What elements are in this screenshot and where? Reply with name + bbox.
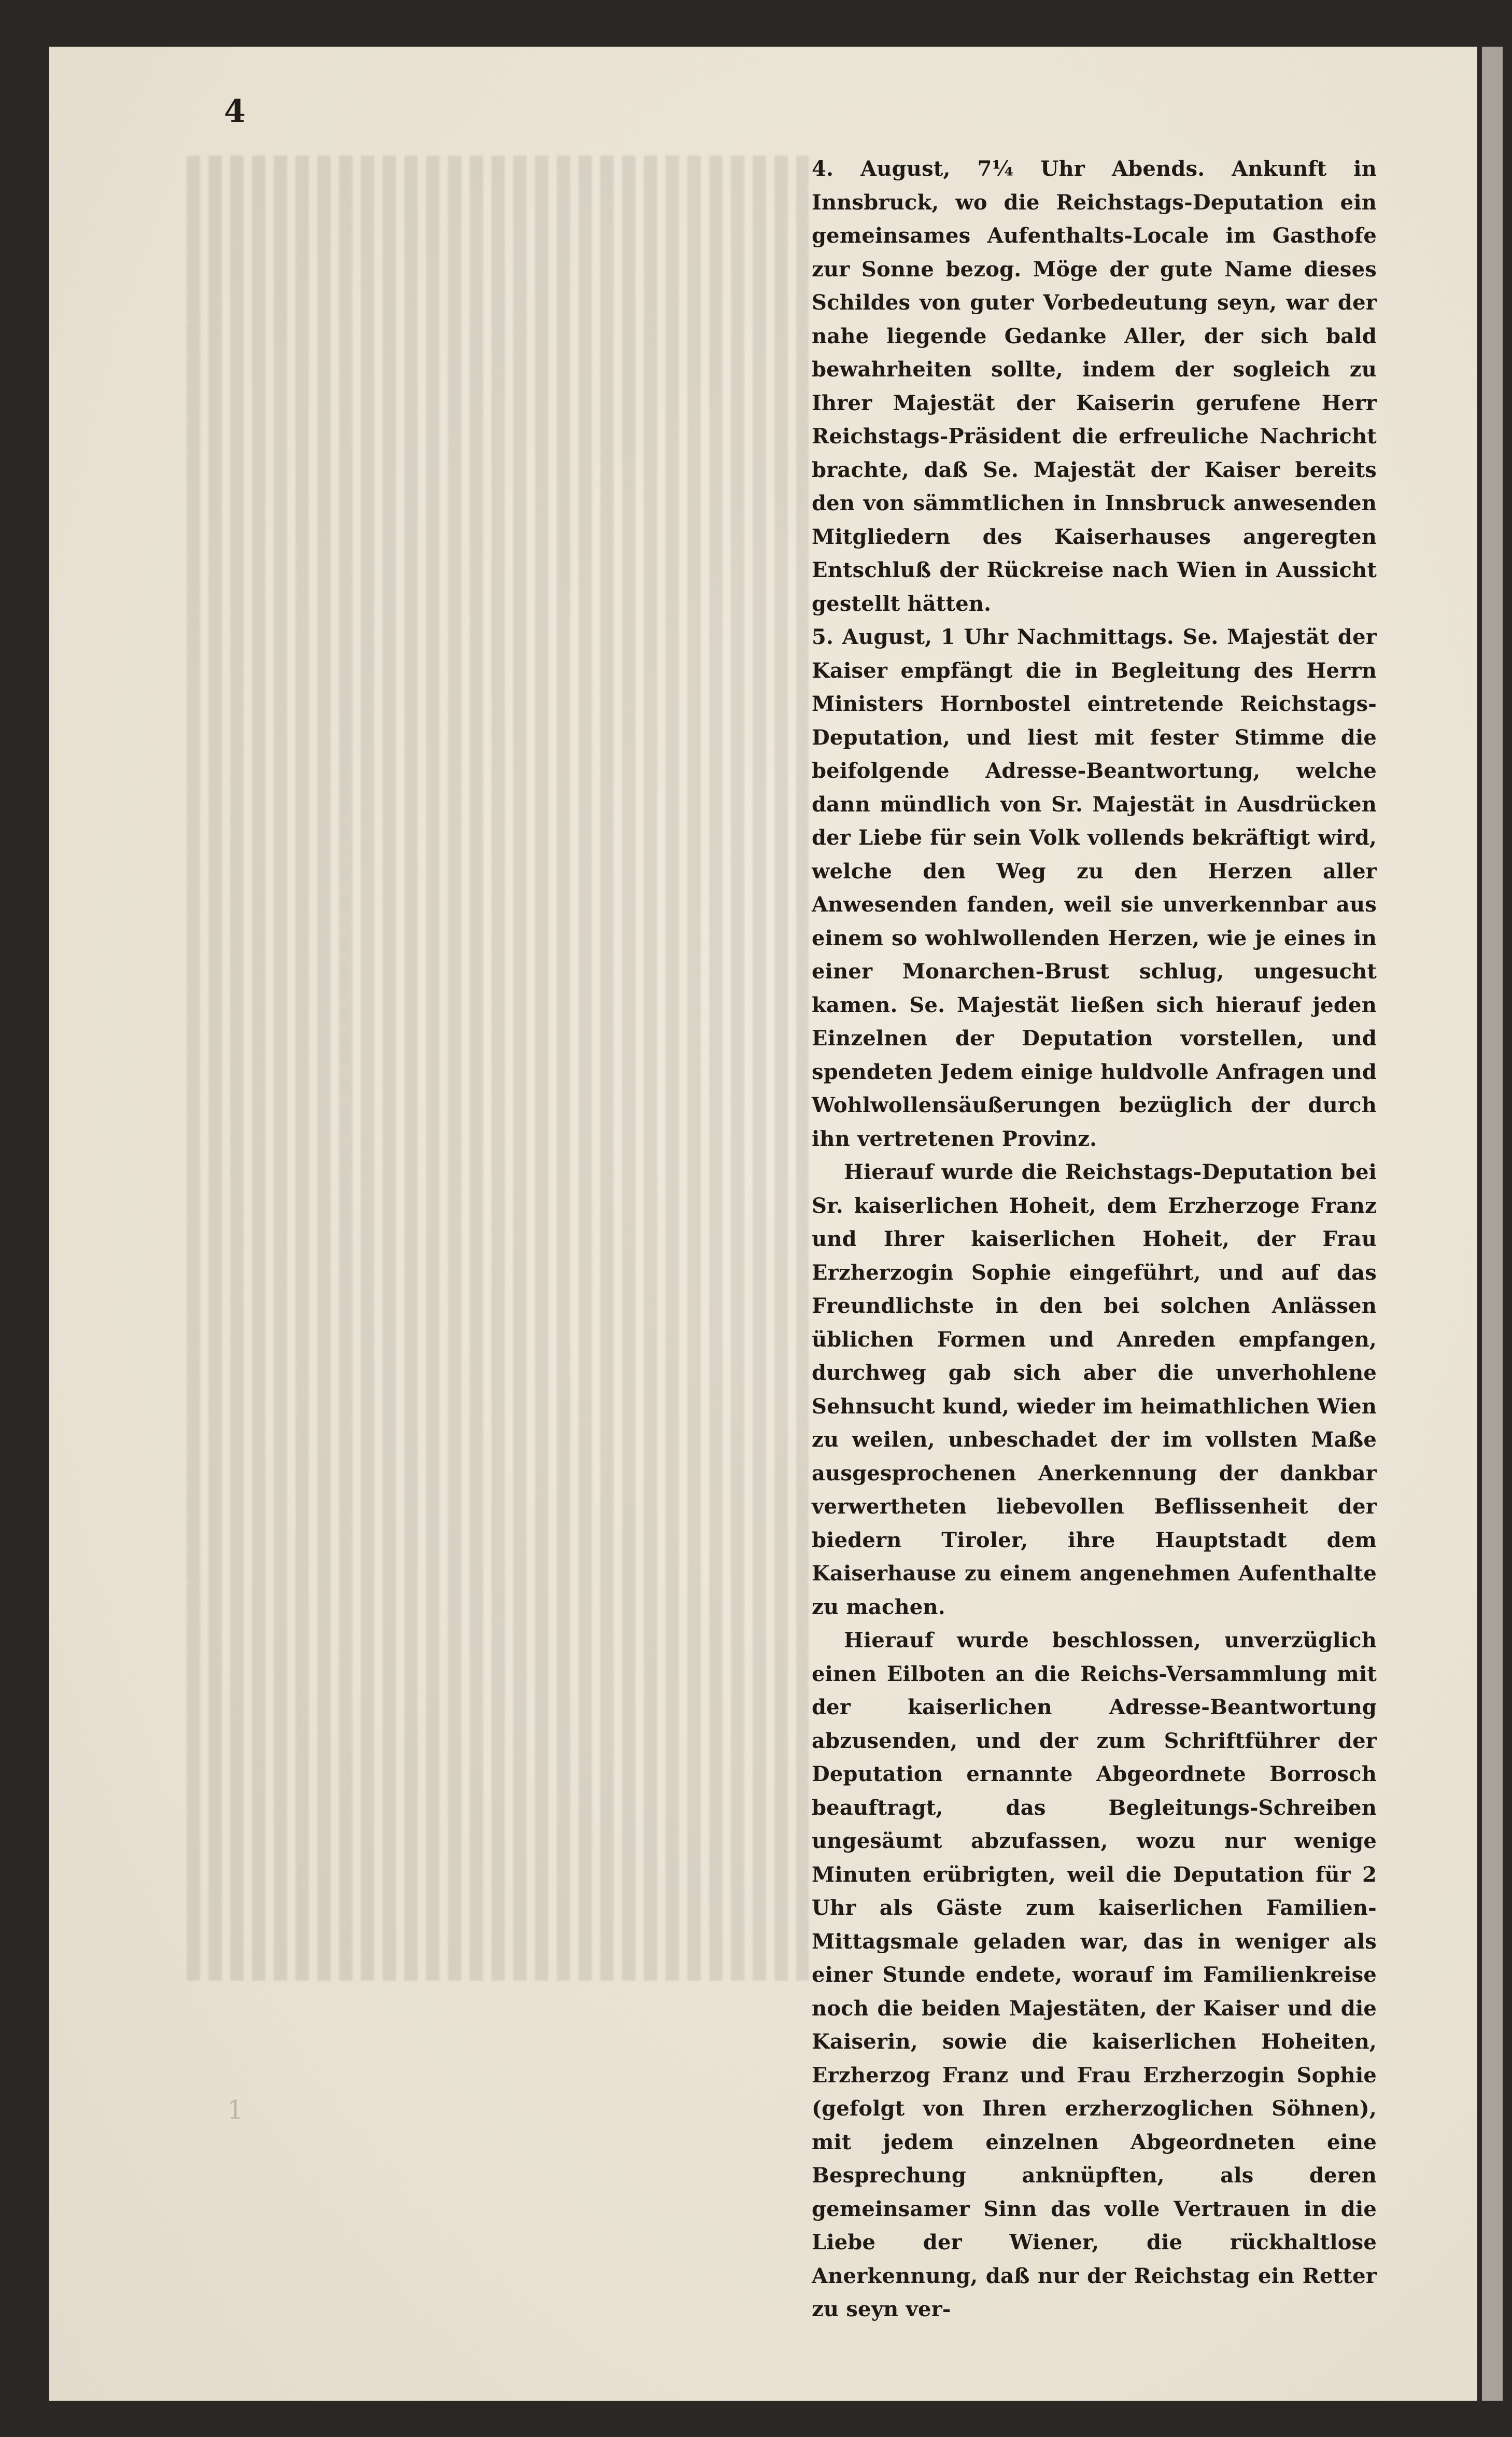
paragraph-aug5: 5. August, 1 Uhr Nachmittags. Se. Majestät der Kaiser empfängt die in Begleitung des Herrn Ministers Hornbostel eintretende Reichstags-Deputation, und liest mit fester Stimme die beifolgende Adresse-Beantwortung, welche dann mündlich von Sr. Majestät in Ausdrücken der Liebe für sein Volk vollends bekräftigt wird, welche den Weg zu den Herzen aller Anwesenden fanden, weil sie unverkennbar aus einem so wohlwollenden Herzen, wie je eines in einer Monarchen-Brust schlug, ungesucht kamen. Se. Majestät ließen sich hierauf jeden Einzelnen der Deputation vorstellen, und spendeten Jedem einige huldvolle Anfragen und Wohlwollensäußerungen bezüglich der durch ihn vertretenen Provinz. <box>812 625 1377 1151</box>
text-column <box>812 152 1377 2327</box>
bleed-page-mark: 1 <box>227 2095 244 2125</box>
paragraph-aug4: 4. August, 7¼ Uhr Abends. Ankunft in Innsbruck, wo die Reichstags-Deputation ein gemeinsames Aufenthalts-Locale im Gasthofe zur Sonne bezog. Möge der gute Name dieses Schildes von guter Vorbedeutung seyn, war der nahe liegende Gedanke Aller, der sich bald bewahrheiten sollte, indem der sogleich zu Ihrer Majestät der Kaiserin gerufene Herr Reichstags-Präsident die erfreuliche Nachricht brachte, daß Se. Majestät der Kaiser bereits den von sämmtlichen in Innsbruck anwesenden Mitgliedern des Kaiserhauses angeregten Entschluß der Rückreise nach Wien in Aussicht gestellt hätten. <box>812 157 1377 616</box>
paragraph-courier: Hierauf wurde beschlossen, unverzüglich einen Eilboten an die Reichs-Versammlung mit der kaiserlichen Adresse-Beantwortung abzusenden, und der zum Schriftführer der Deputation ernannte Abgeordnete Borrosch beauftragt, das Begleitungs-Schreiben ungesäumt abzufassen, wozu nur wenige Minuten erübrigten, weil die Deputation für 2 Uhr als Gäste zum kaiserlichen Familien-Mittagsmale geladen war, das in weniger als einer Stunde endete, worauf im Familienkreise noch die beiden Majestäten, der Kaiser und die Kaiserin, sowie die kaiserlichen Hoheiten, Erzherzog Franz und Frau Erzherzogin Sophie (gefolgt von Ihren erzherzoglichen Söhnen), mit jedem einzelnen Abgeordneten eine Besprechung anknüpften, als deren gemeinsamer Sinn das volle Vertrauen in die Liebe der Wiener, die rückhaltlose Anerkennung, daß nur der Reichstag ein Retter zu seyn ver- <box>812 1628 1377 2321</box>
facing-page-edge <box>1482 47 1503 2401</box>
page-number: 4 <box>224 93 246 130</box>
paragraph-archduke: Hierauf wurde die Reichstags-Deputation bei Sr. kaiserlichen Hoheit, dem Erzherzoge Franz und Ihrer kaiserlichen Hoheit, der Frau Erzherzogin Sophie eingeführt, und auf das Freundlichste in den bei solchen Anlässen üblichen Formen und Anreden empfangen, durchweg gab sich aber die unverhohlene Sehnsucht kund, wieder im heimathlichen Wien zu weilen, unbeschadet der im vollsten Maße ausgesprochenen Anerkennung der dankbar verwertheten liebevollen Beflissenheit der biedern Tiroler, ihre Hauptstadt dem Kaiserhause zu einem angenehmen Aufenthalte zu machen. <box>812 1160 1377 1619</box>
